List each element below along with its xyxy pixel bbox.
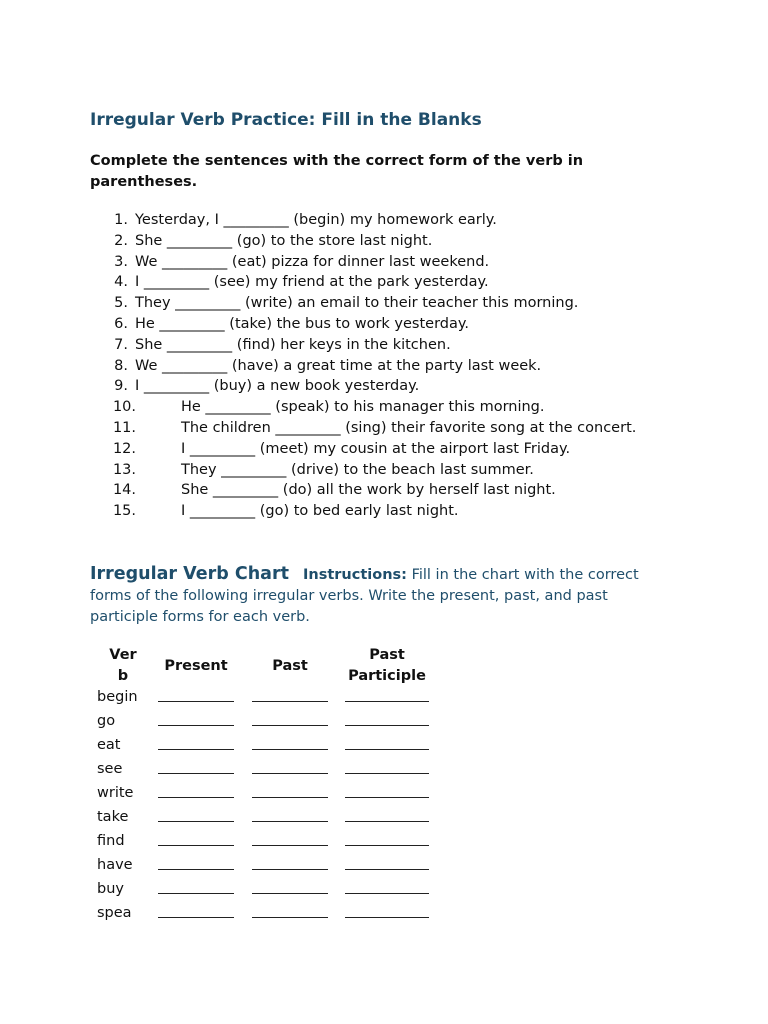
verb-cell: begin [97, 689, 138, 705]
sentence-text: He _________ (speak) to his manager this morning. [181, 399, 545, 416]
sentence-item [90, 272, 636, 293]
present-blank-line[interactable] [158, 735, 234, 750]
past-blank-line[interactable] [252, 855, 328, 870]
sentence-number: 6. [114, 315, 128, 332]
past-participle-blank-line[interactable] [345, 711, 429, 726]
present-blank-cell [149, 855, 243, 879]
past-participle-blank-cell [337, 855, 437, 879]
past-participle-blank-cell [337, 903, 437, 927]
sentence-number: 4. [114, 274, 128, 291]
table-row [90, 783, 437, 807]
past-participle-blank-cell [337, 735, 437, 759]
sentence-number: 7. [114, 336, 128, 353]
sentence-item [90, 376, 636, 397]
past-blank-cell [243, 879, 337, 903]
past-blank-cell [243, 855, 337, 879]
sentence-item [90, 293, 636, 314]
sentence-item [90, 480, 636, 501]
past-blank-cell [243, 735, 337, 759]
present-blank-line[interactable] [158, 687, 234, 702]
sentence-item [90, 397, 636, 418]
present-blank-cell [149, 807, 243, 831]
instructions-text: Fill in the chart with the correct forms of the following irregular verbs. Write the present, past, and past participle forms for each verb. [90, 567, 639, 625]
worksheet-directions: Complete the sentences with the correct form of the verb in parentheses. [90, 153, 584, 190]
table-row [90, 831, 437, 855]
sentence-text: They _________ (drive) to the beach last summer. [181, 461, 534, 478]
header-verb: Verb [109, 647, 137, 684]
past-participle-blank-line[interactable] [345, 855, 429, 870]
table-row [90, 903, 437, 927]
past-blank-cell [243, 687, 337, 711]
table-header-row [90, 645, 437, 687]
table-row [90, 687, 437, 711]
past-blank-line[interactable] [252, 759, 328, 774]
instructions-lead: Instructions: [303, 567, 407, 583]
past-blank-line[interactable] [252, 807, 328, 822]
past-blank-cell [243, 759, 337, 783]
worksheet-title: Irregular Verb Practice: Fill in the Blanks [90, 110, 482, 130]
past-blank-cell [243, 807, 337, 831]
past-blank-line[interactable] [252, 783, 328, 798]
sentence-number: 9. [114, 378, 128, 395]
sentence-text: I _________ (go) to bed early last night. [181, 503, 459, 520]
past-blank-line[interactable] [252, 735, 328, 750]
sentence-item [90, 501, 636, 522]
header-present: Present [164, 657, 228, 674]
present-blank-cell [149, 711, 243, 735]
sentence-list [90, 210, 636, 522]
past-blank-cell [243, 783, 337, 807]
header-past-participle: Past Participle [348, 647, 426, 684]
past-blank-line[interactable] [252, 879, 328, 894]
sentence-text: I _________ (see) my friend at the park yesterday. [135, 274, 489, 291]
present-blank-line[interactable] [158, 831, 234, 846]
present-blank-line[interactable] [158, 783, 234, 798]
present-blank-cell [149, 783, 243, 807]
present-blank-cell [149, 903, 243, 927]
sentence-text: She _________ (find) her keys in the kitchen. [135, 336, 451, 353]
table-row [90, 855, 437, 879]
past-blank-line[interactable] [252, 687, 328, 702]
past-participle-blank-cell [337, 807, 437, 831]
present-blank-cell [149, 831, 243, 855]
sentence-item [90, 356, 636, 377]
verb-cell: eat [97, 737, 121, 753]
sentence-number: 15. [112, 503, 136, 520]
verb-cell: have [97, 857, 133, 873]
sentence-number: 13. [112, 461, 136, 478]
sentence-text: Yesterday, I _________ (begin) my homework early. [135, 212, 497, 228]
sentence-number: 12. [112, 440, 136, 457]
sentence-item [90, 231, 636, 252]
sentence-text: We _________ (eat) pizza for dinner last weekend. [135, 253, 490, 270]
chart-instructions [90, 565, 680, 628]
table-row [90, 807, 437, 831]
past-participle-blank-line[interactable] [345, 735, 429, 750]
sentence-text: I _________ (meet) my cousin at the airport last Friday. [181, 440, 571, 457]
present-blank-line[interactable] [158, 855, 234, 870]
past-blank-line[interactable] [252, 903, 328, 918]
verb-cell: spea [97, 905, 132, 921]
chart-title: Irregular Verb Chart [90, 564, 289, 584]
past-participle-blank-cell [337, 879, 437, 903]
sentence-text: I _________ (buy) a new book yesterday. [135, 378, 420, 395]
past-blank-line[interactable] [252, 711, 328, 726]
table-row [90, 879, 437, 903]
present-blank-line[interactable] [158, 903, 234, 918]
past-participle-blank-line[interactable] [345, 783, 429, 798]
sentence-item [90, 252, 636, 273]
past-participle-blank-line[interactable] [345, 687, 429, 702]
present-blank-line[interactable] [158, 807, 234, 822]
sentence-number: 1. [114, 212, 128, 228]
sentence-text: He _________ (take) the bus to work yesterday. [135, 315, 469, 332]
table-row [90, 711, 437, 735]
present-blank-cell [149, 759, 243, 783]
past-participle-blank-cell [337, 831, 437, 855]
past-blank-cell [243, 831, 337, 855]
sentence-item [90, 439, 636, 460]
sentence-number: 8. [114, 357, 128, 374]
past-participle-blank-line[interactable] [345, 807, 429, 822]
sentence-number: 11. [112, 419, 136, 436]
past-participle-blank-line[interactable] [345, 759, 429, 774]
past-participle-blank-line[interactable] [345, 831, 429, 846]
sentence-number: 2. [114, 232, 128, 249]
sentence-item [90, 460, 636, 481]
sentence-number: 3. [114, 253, 128, 270]
past-participle-blank-cell [337, 711, 437, 735]
header-past: Past [272, 657, 308, 674]
verb-cell: go [97, 713, 116, 729]
sentence-number: 5. [114, 295, 128, 312]
past-blank-cell [243, 711, 337, 735]
present-blank-line[interactable] [158, 711, 234, 726]
sentence-text: The children _________ (sing) their favorite song at the concert. [181, 419, 637, 436]
sentence-item [90, 335, 636, 356]
table-row [90, 759, 437, 783]
sentence-text: She _________ (go) to the store last night. [135, 232, 433, 249]
table-row [90, 735, 437, 759]
past-participle-blank-cell [337, 759, 437, 783]
sentence-text: We _________ (have) a great time at the party last week. [135, 357, 542, 374]
sentence-item [90, 210, 636, 231]
present-blank-cell [149, 879, 243, 903]
verb-cell: see [97, 761, 123, 777]
past-participle-blank-cell [337, 783, 437, 807]
sentence-number: 10. [112, 399, 136, 416]
past-blank-cell [243, 903, 337, 927]
sentence-number: 14. [112, 482, 136, 499]
past-participle-blank-line[interactable] [345, 879, 429, 894]
verb-cell: take [97, 809, 129, 825]
past-participle-blank-line[interactable] [345, 903, 429, 918]
present-blank-cell [149, 735, 243, 759]
verb-chart-table [90, 645, 437, 927]
verb-cell: buy [97, 881, 124, 897]
verb-chart-body [90, 687, 437, 927]
present-blank-line[interactable] [158, 759, 234, 774]
present-blank-cell [149, 687, 243, 711]
sentence-text: She _________ (do) all the work by herself last night. [181, 482, 556, 499]
past-blank-line[interactable] [252, 831, 328, 846]
present-blank-line[interactable] [158, 879, 234, 894]
sentence-item [90, 418, 636, 439]
verb-cell: write [97, 785, 134, 801]
verb-cell: find [97, 833, 125, 849]
past-participle-blank-cell [337, 687, 437, 711]
sentence-text: They _________ (write) an email to their teacher this morning. [135, 295, 579, 312]
sentence-item [90, 314, 636, 335]
